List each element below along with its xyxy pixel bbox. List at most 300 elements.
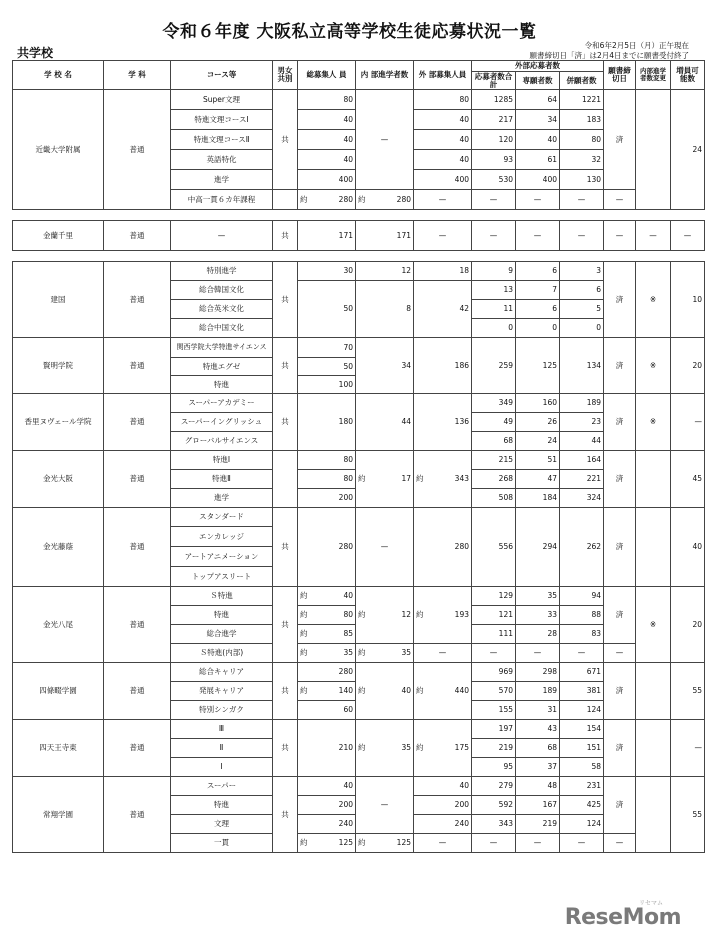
school-name: 賢明学院 xyxy=(13,338,104,394)
total-cell: 129 xyxy=(472,587,516,606)
header-deadline: 願書締切日 xyxy=(604,61,636,90)
deadline-cell: 済 xyxy=(604,720,636,777)
increase-cell: 10 xyxy=(671,262,705,338)
school-name: 金光藤蔭 xyxy=(13,508,104,587)
total-cell: 508 xyxy=(472,489,516,508)
approx-mark: 約 xyxy=(298,190,312,210)
change-cell xyxy=(636,663,671,720)
total-cell: 111 xyxy=(472,625,516,644)
single-cell: 6 xyxy=(516,262,560,281)
gender-cell: 共 xyxy=(273,777,298,853)
increase-cell: 40 xyxy=(671,508,705,587)
approx-mark: 約 xyxy=(414,451,428,508)
single-cell: 34 xyxy=(516,110,560,130)
change-cell xyxy=(636,90,671,210)
total-cell: 343 xyxy=(472,815,516,834)
combined-cell: 5 xyxy=(560,300,604,319)
approx-mark: 約 xyxy=(414,663,428,720)
gender-cell: 共 xyxy=(273,508,298,587)
internal-cell: 34 xyxy=(370,338,414,394)
course-cell: 総合英米文化 xyxy=(171,300,273,319)
course-cell: 特進Ⅱ xyxy=(171,470,273,489)
total-cell: 197 xyxy=(472,720,516,739)
course-cell: 特進 xyxy=(171,796,273,815)
approx-mark: 約 xyxy=(298,834,312,853)
single-cell: 167 xyxy=(516,796,560,815)
course-cell: — xyxy=(171,221,273,251)
combined-cell: 231 xyxy=(560,777,604,796)
table-row xyxy=(13,777,705,796)
school-name: 建国 xyxy=(13,262,104,338)
single-cell: — xyxy=(516,834,560,853)
combined-cell: 324 xyxy=(560,489,604,508)
capacity-cell: 40 xyxy=(312,130,356,150)
single-cell: 68 xyxy=(516,739,560,758)
external-cell: — xyxy=(414,834,472,853)
course-cell: Ⅲ xyxy=(171,720,273,739)
internal-cell: — xyxy=(356,508,414,587)
single-cell: 48 xyxy=(516,777,560,796)
increase-cell: — xyxy=(671,720,705,777)
header-combined: 併願者数 xyxy=(560,72,604,90)
single-cell: 40 xyxy=(516,130,560,150)
header-applications-group: 外部応募者数 xyxy=(472,61,604,72)
total-cell: 219 xyxy=(472,739,516,758)
combined-cell: 3 xyxy=(560,262,604,281)
capacity-cell: 50 xyxy=(312,358,356,376)
approx-mark: 約 xyxy=(356,720,370,777)
combined-cell: 0 xyxy=(560,319,604,338)
capacity-cell: 200 xyxy=(312,796,356,815)
combined-cell: 6 xyxy=(560,281,604,300)
table-row xyxy=(13,720,705,739)
gender-cell xyxy=(273,451,298,508)
total-cell: 68 xyxy=(472,432,516,451)
header-dept: 学 科 xyxy=(104,61,171,90)
change-cell: ※ xyxy=(636,394,671,451)
deadline-cell: 済 xyxy=(604,587,636,644)
table-row xyxy=(13,508,705,527)
table-row xyxy=(13,262,705,281)
course-cell: Ｓ特進(内部) xyxy=(171,644,273,663)
single-cell: 47 xyxy=(516,470,560,489)
header-course: コース等 xyxy=(171,61,273,90)
single-cell: 31 xyxy=(516,701,560,720)
header-school: 学 校 名 xyxy=(13,61,104,90)
increase-cell: — xyxy=(671,221,705,251)
change-cell xyxy=(636,451,671,508)
capacity-cell: 125 xyxy=(312,834,356,853)
single-cell: — xyxy=(516,644,560,663)
course-cell: 総合韓国文化 xyxy=(171,281,273,300)
dept-cell: 普通 xyxy=(104,720,171,777)
dept-cell: 普通 xyxy=(104,90,171,210)
internal-cell: 44 xyxy=(370,394,414,451)
single-cell: 61 xyxy=(516,150,560,170)
approx-mark: 約 xyxy=(298,606,312,625)
approx-mark: 約 xyxy=(414,587,428,644)
gender-cell: 共 xyxy=(273,90,298,190)
internal-cell: 35 xyxy=(370,644,414,663)
combined-cell: 94 xyxy=(560,587,604,606)
single-cell: 37 xyxy=(516,758,560,777)
combined-cell: 151 xyxy=(560,739,604,758)
single-cell: 26 xyxy=(516,413,560,432)
change-cell: ※ xyxy=(636,587,671,663)
course-cell: 発展キャリア xyxy=(171,682,273,701)
external-cell: 343 xyxy=(428,451,472,508)
combined-cell: 124 xyxy=(560,701,604,720)
external-cell: 280 xyxy=(428,508,472,587)
course-cell: 特進 xyxy=(171,376,273,394)
total-cell: 1285 xyxy=(472,90,516,110)
single-cell: — xyxy=(516,221,560,251)
combined-cell: — xyxy=(560,834,604,853)
external-cell: 40 xyxy=(428,150,472,170)
capacity-cell: 80 xyxy=(312,90,356,110)
internal-cell: — xyxy=(356,777,414,834)
single-cell: 125 xyxy=(516,338,560,394)
header-internal: 内 部進学者数 xyxy=(356,61,414,90)
capacity-cell: 80 xyxy=(312,606,356,625)
internal-cell: 8 xyxy=(370,281,414,338)
course-cell: 進学 xyxy=(171,489,273,508)
course-cell: 特進文理コースⅠ xyxy=(171,110,273,130)
course-cell: スーパー xyxy=(171,777,273,796)
capacity-cell: 50 xyxy=(312,281,356,338)
deadline-cell: 済 xyxy=(604,777,636,834)
combined-cell: 23 xyxy=(560,413,604,432)
combined-cell: 671 xyxy=(560,663,604,682)
deadline-cell: 済 xyxy=(604,338,636,394)
capacity-cell: 80 xyxy=(312,451,356,470)
dept-cell: 普通 xyxy=(104,587,171,663)
combined-cell: 44 xyxy=(560,432,604,451)
school-name: 常翔学園 xyxy=(13,777,104,853)
capacity-cell: 35 xyxy=(312,644,356,663)
deadline-cell: 済 xyxy=(604,663,636,720)
combined-cell: 381 xyxy=(560,682,604,701)
course-cell: トップアスリート xyxy=(171,567,273,587)
combined-cell: 134 xyxy=(560,338,604,394)
single-cell: 51 xyxy=(516,451,560,470)
total-cell: — xyxy=(472,190,516,210)
capacity-cell: 210 xyxy=(312,720,356,777)
course-cell: 総合中国文化 xyxy=(171,319,273,338)
capacity-cell: 171 xyxy=(298,221,356,251)
capacity-cell: 80 xyxy=(312,470,356,489)
course-cell: スーパーアカデミー xyxy=(171,394,273,413)
deadline-cell: 済 xyxy=(604,90,636,190)
total-cell: — xyxy=(472,221,516,251)
increase-cell: 24 xyxy=(671,90,705,210)
approx-mark: 約 xyxy=(356,834,370,853)
course-cell: エンカレッジ xyxy=(171,527,273,547)
combined-cell: — xyxy=(560,221,604,251)
course-cell: Ｓ特進 xyxy=(171,587,273,606)
combined-cell: 425 xyxy=(560,796,604,815)
increase-cell: 20 xyxy=(671,338,705,394)
table-row xyxy=(13,221,705,251)
single-cell: 24 xyxy=(516,432,560,451)
combined-cell: 32 xyxy=(560,150,604,170)
school-name: 金蘭千里 xyxy=(13,221,104,251)
combined-cell: 183 xyxy=(560,110,604,130)
change-cell xyxy=(636,720,671,777)
deadline-cell: — xyxy=(604,190,636,210)
approx-mark: 約 xyxy=(356,190,370,210)
dept-cell: 普通 xyxy=(104,262,171,338)
course-cell: Ⅱ xyxy=(171,739,273,758)
course-cell: 中高一貫６カ年課程 xyxy=(171,190,273,210)
dept-cell: 普通 xyxy=(104,221,171,251)
capacity-cell: 280 xyxy=(312,508,356,587)
single-cell: 219 xyxy=(516,815,560,834)
school-name: 四天王寺東 xyxy=(13,720,104,777)
capacity-cell: 200 xyxy=(312,489,356,508)
course-cell: 進学 xyxy=(171,170,273,190)
school-name: 近畿大学附属 xyxy=(13,90,104,210)
capacity-cell: 100 xyxy=(312,376,356,394)
combined-cell: 130 xyxy=(560,170,604,190)
external-cell: — xyxy=(414,644,472,663)
approx-mark: 約 xyxy=(298,682,312,701)
capacity-cell: 180 xyxy=(312,394,356,451)
single-cell: 64 xyxy=(516,90,560,110)
gender-cell: 共 xyxy=(273,587,298,663)
total-cell: 49 xyxy=(472,413,516,432)
single-cell: 160 xyxy=(516,394,560,413)
total-cell: 93 xyxy=(472,150,516,170)
combined-cell: 154 xyxy=(560,720,604,739)
internal-cell: 40 xyxy=(370,663,414,720)
internal-cell: 125 xyxy=(370,834,414,853)
table-row xyxy=(13,663,705,682)
capacity-cell: 400 xyxy=(312,170,356,190)
internal-cell: — xyxy=(356,90,414,190)
internal-cell: 12 xyxy=(370,587,414,644)
resemom-logo: ReseMom xyxy=(564,905,681,930)
change-cell: ※ xyxy=(636,338,671,394)
table-row xyxy=(13,451,705,470)
total-cell: 969 xyxy=(472,663,516,682)
deadline-note: 願書締切日「済」は2月4日までに願書受付終了 xyxy=(529,51,689,60)
gender-cell: 共 xyxy=(273,338,298,394)
total-cell: 570 xyxy=(472,682,516,701)
course-cell: Super文理 xyxy=(171,90,273,110)
capacity-cell: 280 xyxy=(312,663,356,682)
school-name: 四條畷学園 xyxy=(13,663,104,720)
course-cell: 英語特化 xyxy=(171,150,273,170)
change-cell xyxy=(636,508,671,587)
external-cell: 440 xyxy=(428,663,472,720)
single-cell: 294 xyxy=(516,508,560,587)
applications-table xyxy=(12,60,705,853)
external-cell: 240 xyxy=(428,815,472,834)
total-cell: 279 xyxy=(472,777,516,796)
single-cell: 0 xyxy=(516,319,560,338)
course-cell: 特進 xyxy=(171,606,273,625)
course-cell: 文理 xyxy=(171,815,273,834)
increase-cell: 45 xyxy=(671,451,705,508)
course-cell: 特進文理コースⅡ xyxy=(171,130,273,150)
logo-subtext: リセマム xyxy=(639,900,663,907)
table-row xyxy=(13,394,705,413)
single-cell: 28 xyxy=(516,625,560,644)
external-cell: — xyxy=(414,190,472,210)
change-cell: — xyxy=(636,221,671,251)
course-cell: 特進エグゼ xyxy=(171,358,273,376)
external-cell: — xyxy=(414,221,472,251)
single-cell: 43 xyxy=(516,720,560,739)
gender-cell: 共 xyxy=(273,221,298,251)
single-cell: 400 xyxy=(516,170,560,190)
header-total: 応募者数合計 xyxy=(472,72,516,90)
change-cell: ※ xyxy=(636,262,671,338)
total-cell: 268 xyxy=(472,470,516,489)
total-cell: 349 xyxy=(472,394,516,413)
deadline-cell: — xyxy=(604,221,636,251)
total-cell: 259 xyxy=(472,338,516,394)
capacity-cell: 240 xyxy=(312,815,356,834)
header-internal-change: 内部進学者数変更 xyxy=(636,61,671,90)
deadline-cell: 済 xyxy=(604,508,636,587)
combined-cell: 164 xyxy=(560,451,604,470)
deadline-cell: 済 xyxy=(604,451,636,508)
table-row xyxy=(13,90,705,110)
approx-mark: 約 xyxy=(414,720,428,777)
header-single: 専願者数 xyxy=(516,72,560,90)
total-cell: 9 xyxy=(472,262,516,281)
table-row xyxy=(13,338,705,358)
total-cell: 0 xyxy=(472,319,516,338)
course-cell: Ⅰ xyxy=(171,758,273,777)
internal-cell: 280 xyxy=(370,190,414,210)
single-cell: 35 xyxy=(516,587,560,606)
total-cell: 530 xyxy=(472,170,516,190)
dept-cell: 普通 xyxy=(104,451,171,508)
total-cell: 592 xyxy=(472,796,516,815)
external-cell: 80 xyxy=(428,90,472,110)
dept-cell: 普通 xyxy=(104,777,171,853)
approx-mark: 約 xyxy=(356,587,370,644)
external-cell: 186 xyxy=(428,338,472,394)
combined-cell: 1221 xyxy=(560,90,604,110)
combined-cell: 83 xyxy=(560,625,604,644)
course-cell: 特別シンガク xyxy=(171,701,273,720)
single-cell: 184 xyxy=(516,489,560,508)
dept-cell: 普通 xyxy=(104,663,171,720)
internal-cell: 17 xyxy=(370,451,414,508)
course-cell: 総合キャリア xyxy=(171,663,273,682)
dept-cell: 普通 xyxy=(104,508,171,587)
approx-mark: 約 xyxy=(356,644,370,663)
school-name: 金光大阪 xyxy=(13,451,104,508)
external-cell: 40 xyxy=(428,777,472,796)
total-cell: 215 xyxy=(472,451,516,470)
external-cell: 18 xyxy=(428,262,472,281)
combined-cell: 88 xyxy=(560,606,604,625)
dept-cell: 普通 xyxy=(104,338,171,394)
external-cell: 42 xyxy=(428,281,472,338)
combined-cell: — xyxy=(560,190,604,210)
total-cell: 556 xyxy=(472,508,516,587)
single-cell: 189 xyxy=(516,682,560,701)
deadline-cell: 済 xyxy=(604,394,636,451)
combined-cell: 58 xyxy=(560,758,604,777)
external-cell: 193 xyxy=(428,587,472,644)
section-label: 共学校 xyxy=(17,46,54,60)
gender-cell: 共 xyxy=(273,720,298,777)
total-cell: — xyxy=(472,644,516,663)
combined-cell: 221 xyxy=(560,470,604,489)
deadline-cell: — xyxy=(604,644,636,663)
total-cell: 11 xyxy=(472,300,516,319)
course-cell: 特進Ⅰ xyxy=(171,451,273,470)
external-cell: 400 xyxy=(428,170,472,190)
increase-cell: 55 xyxy=(671,777,705,853)
dept-cell: 普通 xyxy=(104,394,171,451)
approx-mark: 約 xyxy=(298,625,312,644)
gender-cell: 共 xyxy=(273,663,298,720)
capacity-cell: 40 xyxy=(312,587,356,606)
header-increase: 増員可能数 xyxy=(671,61,705,90)
total-cell: 13 xyxy=(472,281,516,300)
combined-cell: 262 xyxy=(560,508,604,587)
course-cell: スタンダード xyxy=(171,508,273,527)
course-cell: 一貫 xyxy=(171,834,273,853)
external-cell: 136 xyxy=(428,394,472,451)
single-cell: 6 xyxy=(516,300,560,319)
external-cell: 175 xyxy=(428,720,472,777)
approx-mark: 約 xyxy=(298,587,312,606)
deadline-cell: 済 xyxy=(604,262,636,338)
increase-cell: 20 xyxy=(671,587,705,663)
course-cell: 特別進学 xyxy=(171,262,273,281)
course-cell: 関西学院大学特進サイエンス xyxy=(171,338,273,358)
header-gender: 男女共別 xyxy=(273,61,298,90)
capacity-cell: 140 xyxy=(312,682,356,701)
course-cell: スーパーイングリッシュ xyxy=(171,413,273,432)
header-external: 外 部募集人員 xyxy=(414,61,472,90)
approx-mark: 約 xyxy=(298,644,312,663)
total-cell: 155 xyxy=(472,701,516,720)
change-cell xyxy=(636,777,671,853)
capacity-cell: 40 xyxy=(312,777,356,796)
capacity-cell: 40 xyxy=(312,110,356,130)
school-name: 金光八尾 xyxy=(13,587,104,663)
deadline-cell: — xyxy=(604,834,636,853)
capacity-cell: 70 xyxy=(312,338,356,358)
internal-cell: 35 xyxy=(370,720,414,777)
single-cell: 33 xyxy=(516,606,560,625)
gender-cell: 共 xyxy=(273,262,298,338)
total-cell: — xyxy=(472,834,516,853)
combined-cell: 124 xyxy=(560,815,604,834)
internal-cell: 12 xyxy=(370,262,414,281)
course-cell: 総合進学 xyxy=(171,625,273,644)
gender-cell: 共 xyxy=(273,394,298,451)
approx-mark: 約 xyxy=(356,451,370,508)
combined-cell: 80 xyxy=(560,130,604,150)
increase-cell: 55 xyxy=(671,663,705,720)
total-cell: 121 xyxy=(472,606,516,625)
capacity-cell: 40 xyxy=(312,150,356,170)
course-cell: アートアニメーション xyxy=(171,547,273,567)
as-of-date: 令和6年2月5日（月）正午現在 xyxy=(584,41,689,50)
header-capacity: 総募集人 員 xyxy=(298,61,356,90)
page-title: 令和６年度 大阪私立高等学校生徒応募状況一覧 xyxy=(162,22,537,42)
